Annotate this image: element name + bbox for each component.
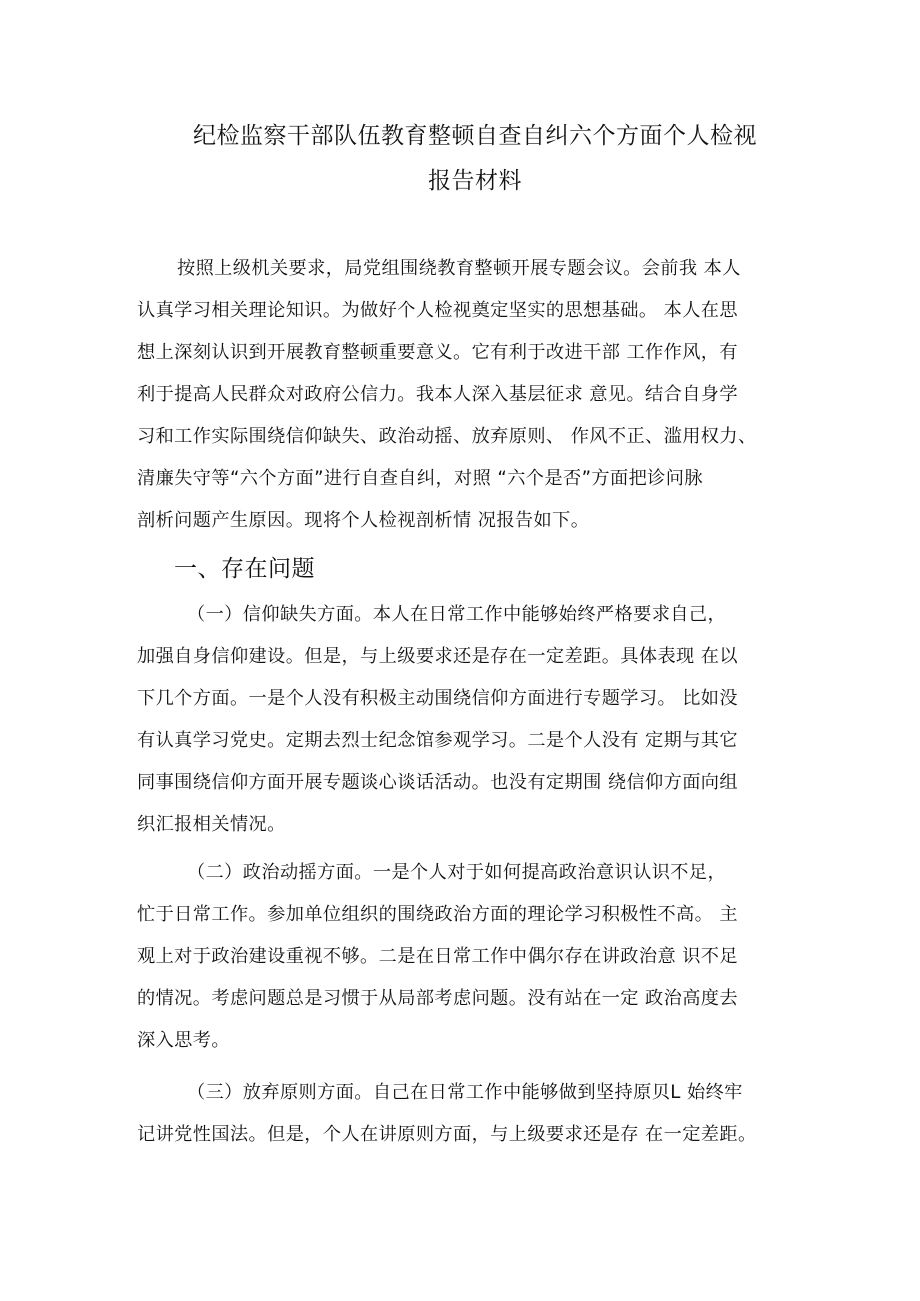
paragraph-line: 有认真学习党史。定期去烈士纪念馆参观学习。二是个人没有 定期与其它: [137, 730, 738, 751]
paragraph-line: 同事围绕信仰方面开展专题谈心谈话活动。也没有定期围 绕信仰方面向组: [137, 772, 738, 793]
paragraph-line: 想上深刻认识到开展教育整顿重要意义。它有利于改进干部 工作作风，有: [137, 342, 738, 363]
document-title-line-1: 纪检监察干部队伍教育整顿自查自纠六个方面个人检视: [193, 123, 757, 149]
paragraph-line: 清廉失守等“六个方面”进行自查自纠，对照 “六个是否”方面把诊问脉: [137, 468, 703, 489]
paragraph-line: 习和工作实际围绕信仰缺失、政治动摇、放弃原则、 作风不正、滥用权力、: [137, 426, 757, 447]
paragraph-line: 观上对于政治建设重视不够。二是在日常工作中偶尔存在讲政治意 识不足: [137, 946, 738, 967]
section-heading: 一、存在问题: [174, 556, 315, 582]
paragraph-line: 织汇报相关情况。: [137, 814, 286, 835]
paragraph-line: 加强自身信仰建设。但是，与上级要求还是存在一定差距。具体表现 在以: [137, 646, 738, 667]
paragraph-line: 利于提高人民群众对政府公信力。我本人深入基层征求 意见。结合自身学: [137, 384, 738, 405]
paragraph-line: 按照上级机关要求，局党组围绕教育整顿开展专题会议。会前我 本人: [177, 258, 741, 279]
paragraph-line: （一）信仰缺失方面。本人在日常工作中能够始终严格要求自己，: [187, 604, 727, 625]
paragraph-line: 记讲党性国法。但是，个人在讲原则方面，与上级要求还是存 在一定差距。: [137, 1124, 757, 1145]
paragraph-line: 忙于日常工作。参加单位组织的围绕政治方面的理论学习积极性不高。 主: [137, 904, 738, 925]
paragraph-line: 下几个方面。一是个人没有积极主动围绕信仰方面进行专题学习。 比如没: [137, 688, 738, 709]
paragraph-line: 深入思考。: [137, 1030, 230, 1051]
paragraph-line: 认真学习相关理论知识。为做好个人检视奠定坚实的思想基础。 本人在思: [137, 300, 738, 321]
paragraph-line: （三）放弃原则方面。自己在日常工作中能够做到坚持原贝L 始终牢: [187, 1082, 743, 1103]
document-title-line-2: 报告材料: [428, 168, 522, 194]
paragraph-line: 剖析问题产生原因。现将个人检视剖析情 况报告如下。: [137, 510, 590, 531]
paragraph-line: 的情况。考虑问题总是习惯于从局部考虑问题。没有站在一定 政治高度去: [137, 988, 738, 1009]
paragraph-line: （二）政治动摇方面。一是个人对于如何提高政治意识认识不足，: [187, 862, 727, 883]
